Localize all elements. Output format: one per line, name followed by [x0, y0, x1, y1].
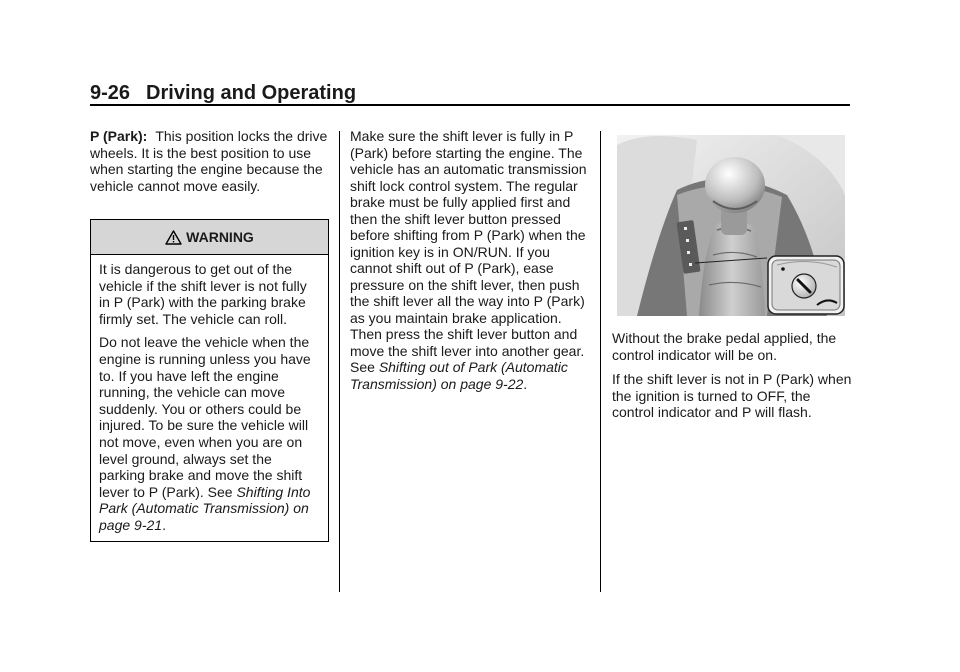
column-left — [90, 128, 330, 194]
park-definition — [90, 128, 330, 194]
warning-title: WARNING — [186, 229, 254, 245]
cross-reference-link[interactable]: Shifting Into Park (Automatic Transmission) on page 9-21 — [99, 483, 311, 533]
shift-lever-illustration — [617, 135, 845, 316]
page-header — [90, 80, 850, 106]
column-divider — [339, 131, 340, 592]
column-right — [612, 330, 852, 421]
indicator-flash-paragraph: If the shift lever is not in P (Park) when the ignition is turned to OFF, the control indicator and P will flash. — [612, 371, 852, 420]
warning-body — [91, 255, 328, 534]
cross-reference-link[interactable]: Shifting out of Park (Automatic Transmission) on page 9-22 — [350, 359, 568, 392]
warning-text: Do not leave the vehicle when the engine is running unless you have to. If you have left the engine running, the vehicle can move suddenly. You or others could be injured. To be sure the vehicle will not move, even when you are on level ground, always set the parking brake and move the shift lever to P (Park). See — [99, 334, 311, 500]
column-middle — [350, 128, 592, 392]
punctuation: . — [523, 375, 528, 392]
warning-triangle-icon — [165, 230, 182, 245]
shift-lock-text: Make sure the shift lever is fully in P (Park) before starting the engine. The vehicle has an automatic transmission shift lock control system. The regular brake must be fully applied first and then the shift lever button pressed before shifting from P (Park) when the ignition key is in ON/RUN. If you cannot shift out of P (Park), ease pressure on the shift lever, then push the shift lever all the way into P (Park) as you maintain brake application. Then press the shift lever button and move the shift lever into another gear. See — [350, 128, 587, 375]
indicator-paragraph: Without the brake pedal applied, the control indicator will be on. — [612, 330, 837, 363]
term-park: P (Park): — [90, 128, 148, 144]
section-title: Driving and Operating — [146, 82, 357, 104]
warning-paragraph: It is dangerous to get out of the vehicle if the shift lever is not fully in P (Park) with the parking brake firmly set. The vehicle can roll. — [99, 261, 307, 327]
shift-lock-paragraph — [350, 128, 592, 392]
park-text: This position locks the drive wheels. It is the best position to use when starting the engine because the vehicle cannot move easily. — [90, 128, 328, 194]
punctuation: . — [162, 516, 166, 533]
header-rule — [90, 104, 850, 106]
column-divider — [600, 131, 601, 592]
warning-box — [90, 219, 329, 542]
warning-paragraph — [99, 334, 320, 533]
warning-header — [91, 220, 328, 255]
page-number: 9-26 — [90, 82, 131, 104]
